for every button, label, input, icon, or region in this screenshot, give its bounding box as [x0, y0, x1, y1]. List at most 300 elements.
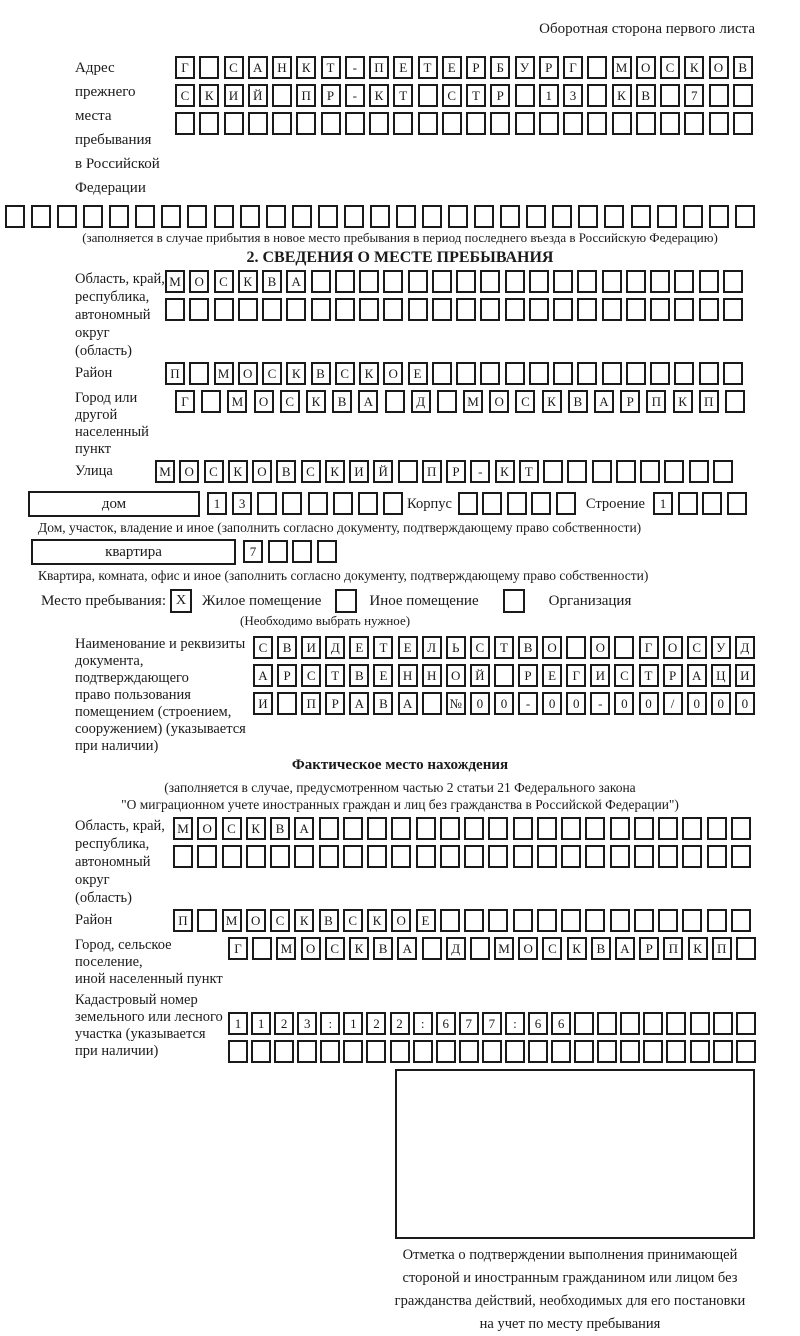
char-cell[interactable] [251, 1040, 271, 1063]
char-cell[interactable] [587, 112, 607, 135]
char-cell[interactable] [416, 845, 436, 868]
char-cell[interactable] [713, 1040, 733, 1063]
char-cell[interactable]: : [413, 1012, 433, 1035]
char-cell[interactable] [456, 362, 476, 385]
char-cell[interactable]: А [294, 817, 314, 840]
char-cell[interactable] [383, 298, 403, 321]
char-cell[interactable]: Т [373, 636, 393, 659]
char-cell[interactable]: Р [466, 56, 486, 79]
char-cell[interactable] [529, 298, 549, 321]
char-cell[interactable]: О [189, 270, 209, 293]
char-cell[interactable]: Й [248, 84, 268, 107]
char-cell[interactable]: С [224, 56, 244, 79]
char-cell[interactable]: О [446, 664, 466, 687]
char-cell[interactable] [657, 205, 677, 228]
char-cell[interactable]: В [518, 636, 538, 659]
char-cell[interactable] [597, 1040, 617, 1063]
char-cell[interactable]: 6 [528, 1012, 548, 1035]
char-cell[interactable] [505, 298, 525, 321]
char-cell[interactable] [238, 298, 258, 321]
char-cell[interactable]: 1 [343, 1012, 363, 1035]
char-cell[interactable] [480, 362, 500, 385]
char-cell[interactable] [197, 845, 217, 868]
char-cell[interactable] [537, 909, 557, 932]
char-cell[interactable]: Й [373, 460, 393, 483]
char-cell[interactable] [214, 298, 234, 321]
char-cell[interactable] [432, 362, 452, 385]
char-cell[interactable]: М [612, 56, 632, 79]
char-cell[interactable]: О [663, 636, 683, 659]
char-cell[interactable] [318, 205, 338, 228]
char-cell[interactable] [197, 909, 217, 932]
char-cell[interactable] [199, 56, 219, 79]
char-cell[interactable] [335, 298, 355, 321]
char-cell[interactable]: Г [228, 937, 248, 960]
char-cell[interactable] [317, 540, 337, 563]
char-cell[interactable]: 1 [539, 84, 559, 107]
char-cell[interactable] [366, 1040, 386, 1063]
char-cell[interactable]: К [369, 84, 389, 107]
char-cell[interactable]: Т [519, 460, 539, 483]
char-cell[interactable] [513, 845, 533, 868]
char-cell[interactable] [731, 845, 751, 868]
char-cell[interactable]: 6 [551, 1012, 571, 1035]
char-cell[interactable]: Р [663, 664, 683, 687]
char-cell[interactable]: К [228, 460, 248, 483]
char-cell[interactable] [529, 362, 549, 385]
char-cell[interactable]: Д [411, 390, 431, 413]
char-cell[interactable]: Т [418, 56, 438, 79]
char-cell[interactable]: Е [542, 664, 562, 687]
char-cell[interactable]: Р [321, 84, 341, 107]
char-cell[interactable] [634, 845, 654, 868]
char-cell[interactable] [252, 937, 272, 960]
char-cell[interactable]: С [660, 56, 680, 79]
char-cell[interactable] [333, 492, 353, 515]
char-cell[interactable]: 0 [711, 692, 731, 715]
char-cell[interactable]: Р [490, 84, 510, 107]
char-cell[interactable] [585, 845, 605, 868]
char-cell[interactable] [616, 460, 636, 483]
char-cell[interactable]: К [199, 84, 219, 107]
char-cell[interactable]: 1 [207, 492, 227, 515]
char-cell[interactable] [418, 84, 438, 107]
char-cell[interactable]: О [301, 937, 321, 960]
char-cell[interactable] [490, 112, 510, 135]
char-cell[interactable]: С [280, 390, 300, 413]
char-cell[interactable] [270, 845, 290, 868]
char-cell[interactable] [436, 1040, 456, 1063]
char-cell[interactable] [292, 540, 312, 563]
char-cell[interactable] [311, 270, 331, 293]
char-cell[interactable]: О [238, 362, 258, 385]
char-cell[interactable] [248, 112, 268, 135]
char-cell[interactable]: А [253, 664, 273, 687]
char-cell[interactable] [308, 492, 328, 515]
char-cell[interactable]: А [358, 390, 378, 413]
char-cell[interactable] [319, 845, 339, 868]
char-cell[interactable]: Д [735, 636, 755, 659]
char-cell[interactable] [345, 112, 365, 135]
char-cell[interactable] [277, 692, 297, 715]
char-cell[interactable] [604, 205, 624, 228]
char-cell[interactable] [587, 84, 607, 107]
char-cell[interactable] [723, 298, 743, 321]
char-cell[interactable]: С [335, 362, 355, 385]
char-cell[interactable] [482, 492, 502, 515]
char-cell[interactable]: С [214, 270, 234, 293]
char-cell[interactable]: Б [490, 56, 510, 79]
char-cell[interactable]: К [238, 270, 258, 293]
char-cell[interactable] [228, 1040, 248, 1063]
char-cell[interactable]: Д [446, 937, 466, 960]
char-cell[interactable] [432, 298, 452, 321]
char-cell[interactable] [505, 362, 525, 385]
char-cell[interactable]: Р [277, 664, 297, 687]
char-cell[interactable] [736, 1012, 756, 1035]
char-cell[interactable]: 1 [251, 1012, 271, 1035]
char-cell[interactable] [311, 298, 331, 321]
char-cell[interactable] [319, 817, 339, 840]
char-cell[interactable]: С [253, 636, 273, 659]
char-cell[interactable]: Е [408, 362, 428, 385]
char-cell[interactable] [482, 1040, 502, 1063]
char-cell[interactable]: И [590, 664, 610, 687]
char-cell[interactable]: А [286, 270, 306, 293]
char-cell[interactable] [574, 1012, 594, 1035]
char-cell[interactable] [592, 460, 612, 483]
char-cell[interactable]: - [590, 692, 610, 715]
char-cell[interactable] [643, 1012, 663, 1035]
char-cell[interactable] [370, 205, 390, 228]
char-cell[interactable]: В [276, 460, 296, 483]
char-cell[interactable] [222, 845, 242, 868]
char-cell[interactable] [513, 909, 533, 932]
char-cell[interactable] [658, 909, 678, 932]
char-cell[interactable] [456, 298, 476, 321]
char-cell[interactable] [464, 817, 484, 840]
char-cell[interactable] [335, 270, 355, 293]
char-cell[interactable] [175, 112, 195, 135]
char-cell[interactable]: Н [398, 664, 418, 687]
char-cell[interactable]: К [684, 56, 704, 79]
char-cell[interactable]: П [369, 56, 389, 79]
char-cell[interactable] [713, 1012, 733, 1035]
char-cell[interactable]: К [306, 390, 326, 413]
char-cell[interactable] [684, 112, 704, 135]
dom-type-box[interactable]: дом [28, 491, 200, 517]
char-cell[interactable] [135, 205, 155, 228]
char-cell[interactable] [634, 909, 654, 932]
char-cell[interactable] [494, 664, 514, 687]
char-cell[interactable] [567, 460, 587, 483]
char-cell[interactable] [733, 84, 753, 107]
char-cell[interactable]: 1 [228, 1012, 248, 1035]
char-cell[interactable]: С [270, 909, 290, 932]
char-cell[interactable] [682, 909, 702, 932]
char-cell[interactable] [664, 460, 684, 483]
char-cell[interactable] [464, 909, 484, 932]
char-cell[interactable]: 3 [297, 1012, 317, 1035]
char-cell[interactable] [650, 362, 670, 385]
char-cell[interactable]: - [345, 84, 365, 107]
char-cell[interactable]: О [197, 817, 217, 840]
char-cell[interactable] [422, 692, 442, 715]
char-cell[interactable] [488, 817, 508, 840]
kvartira-type-box[interactable]: квартира [31, 539, 236, 565]
char-cell[interactable]: В [373, 937, 393, 960]
char-cell[interactable] [636, 112, 656, 135]
char-cell[interactable] [257, 492, 277, 515]
char-cell[interactable]: Т [639, 664, 659, 687]
char-cell[interactable] [189, 362, 209, 385]
char-cell[interactable] [456, 270, 476, 293]
char-cell[interactable]: П [165, 362, 185, 385]
char-cell[interactable]: : [505, 1012, 525, 1035]
char-cell[interactable] [294, 845, 314, 868]
char-cell[interactable] [556, 492, 576, 515]
char-cell[interactable]: С [542, 937, 562, 960]
char-cell[interactable] [320, 1040, 340, 1063]
char-cell[interactable]: 2 [366, 1012, 386, 1035]
char-cell[interactable] [577, 270, 597, 293]
char-cell[interactable]: В [332, 390, 352, 413]
char-cell[interactable]: В [277, 636, 297, 659]
char-cell[interactable] [650, 298, 670, 321]
char-cell[interactable]: М [494, 937, 514, 960]
char-cell[interactable]: М [276, 937, 296, 960]
char-cell[interactable] [725, 390, 745, 413]
char-cell[interactable] [707, 909, 727, 932]
char-cell[interactable]: 0 [470, 692, 490, 715]
char-cell[interactable]: Р [639, 937, 659, 960]
char-cell[interactable] [466, 112, 486, 135]
char-cell[interactable]: Р [620, 390, 640, 413]
char-cell[interactable]: М [155, 460, 175, 483]
char-cell[interactable]: 7 [243, 540, 263, 563]
char-cell[interactable] [561, 909, 581, 932]
char-cell[interactable] [650, 270, 670, 293]
char-cell[interactable] [458, 492, 478, 515]
char-cell[interactable] [515, 112, 535, 135]
char-cell[interactable] [551, 1040, 571, 1063]
char-cell[interactable] [612, 112, 632, 135]
char-cell[interactable] [640, 460, 660, 483]
char-cell[interactable]: И [735, 664, 755, 687]
char-cell[interactable] [297, 1040, 317, 1063]
char-cell[interactable] [626, 298, 646, 321]
char-cell[interactable] [408, 270, 428, 293]
char-cell[interactable] [561, 845, 581, 868]
char-cell[interactable] [383, 492, 403, 515]
char-cell[interactable]: Г [563, 56, 583, 79]
char-cell[interactable]: С [204, 460, 224, 483]
char-cell[interactable]: П [646, 390, 666, 413]
char-cell[interactable]: - [518, 692, 538, 715]
char-cell[interactable] [626, 362, 646, 385]
char-cell[interactable] [531, 492, 551, 515]
char-cell[interactable]: О [252, 460, 272, 483]
char-cell[interactable] [440, 909, 460, 932]
char-cell[interactable]: К [688, 937, 708, 960]
char-cell[interactable] [109, 205, 129, 228]
char-cell[interactable]: С [262, 362, 282, 385]
char-cell[interactable] [537, 845, 557, 868]
char-cell[interactable] [689, 460, 709, 483]
char-cell[interactable] [614, 636, 634, 659]
char-cell[interactable]: Е [373, 664, 393, 687]
char-cell[interactable] [214, 205, 234, 228]
char-cell[interactable] [610, 845, 630, 868]
char-cell[interactable]: С [222, 817, 242, 840]
char-cell[interactable]: С [687, 636, 707, 659]
char-cell[interactable]: К [612, 84, 632, 107]
char-cell[interactable]: К [246, 817, 266, 840]
char-cell[interactable] [344, 205, 364, 228]
char-cell[interactable] [413, 1040, 433, 1063]
char-cell[interactable] [440, 845, 460, 868]
char-cell[interactable]: Е [416, 909, 436, 932]
char-cell[interactable] [620, 1012, 640, 1035]
char-cell[interactable]: 7 [684, 84, 704, 107]
char-cell[interactable]: - [345, 56, 365, 79]
char-cell[interactable]: № [446, 692, 466, 715]
char-cell[interactable] [500, 205, 520, 228]
char-cell[interactable]: О [254, 390, 274, 413]
char-cell[interactable]: К [359, 362, 379, 385]
char-cell[interactable] [470, 937, 490, 960]
char-cell[interactable]: А [397, 937, 417, 960]
char-cell[interactable]: С [301, 460, 321, 483]
checkbox-zhiloe[interactable]: X [170, 589, 192, 613]
char-cell[interactable] [585, 817, 605, 840]
char-cell[interactable] [57, 205, 77, 228]
char-cell[interactable] [733, 112, 753, 135]
char-cell[interactable] [464, 845, 484, 868]
char-cell[interactable]: К [296, 56, 316, 79]
char-cell[interactable] [577, 362, 597, 385]
char-cell[interactable] [674, 270, 694, 293]
char-cell[interactable]: А [398, 692, 418, 715]
char-cell[interactable] [736, 937, 756, 960]
char-cell[interactable]: П [296, 84, 316, 107]
char-cell[interactable] [448, 205, 468, 228]
char-cell[interactable] [201, 390, 221, 413]
char-cell[interactable] [296, 112, 316, 135]
char-cell[interactable] [480, 298, 500, 321]
char-cell[interactable] [723, 270, 743, 293]
char-cell[interactable] [390, 1040, 410, 1063]
char-cell[interactable] [620, 1040, 640, 1063]
char-cell[interactable] [731, 817, 751, 840]
char-cell[interactable] [480, 270, 500, 293]
char-cell[interactable]: Ц [711, 664, 731, 687]
char-cell[interactable]: К [349, 937, 369, 960]
char-cell[interactable]: С [325, 937, 345, 960]
char-cell[interactable]: К [542, 390, 562, 413]
char-cell[interactable]: Т [321, 56, 341, 79]
char-cell[interactable] [292, 205, 312, 228]
char-cell[interactable] [507, 492, 527, 515]
char-cell[interactable]: К [367, 909, 387, 932]
char-cell[interactable]: В [311, 362, 331, 385]
char-cell[interactable]: П [422, 460, 442, 483]
char-cell[interactable]: А [594, 390, 614, 413]
char-cell[interactable] [660, 84, 680, 107]
char-cell[interactable]: С [470, 636, 490, 659]
char-cell[interactable]: / [663, 692, 683, 715]
char-cell[interactable] [528, 1040, 548, 1063]
char-cell[interactable] [268, 540, 288, 563]
char-cell[interactable]: - [470, 460, 490, 483]
char-cell[interactable] [416, 817, 436, 840]
char-cell[interactable]: В [591, 937, 611, 960]
char-cell[interactable]: 2 [274, 1012, 294, 1035]
char-cell[interactable] [437, 390, 457, 413]
char-cell[interactable]: Р [539, 56, 559, 79]
char-cell[interactable]: В [568, 390, 588, 413]
char-cell[interactable]: Т [325, 664, 345, 687]
char-cell[interactable]: Г [175, 390, 195, 413]
char-cell[interactable]: С [442, 84, 462, 107]
char-cell[interactable] [585, 909, 605, 932]
char-cell[interactable] [266, 205, 286, 228]
char-cell[interactable] [553, 270, 573, 293]
char-cell[interactable] [634, 817, 654, 840]
char-cell[interactable] [398, 460, 418, 483]
char-cell[interactable]: Р [518, 664, 538, 687]
char-cell[interactable]: С [515, 390, 535, 413]
char-cell[interactable]: О [489, 390, 509, 413]
char-cell[interactable] [631, 205, 651, 228]
char-cell[interactable] [674, 362, 694, 385]
char-cell[interactable] [286, 298, 306, 321]
char-cell[interactable]: У [515, 56, 535, 79]
char-cell[interactable] [707, 817, 727, 840]
char-cell[interactable] [199, 112, 219, 135]
char-cell[interactable] [432, 270, 452, 293]
char-cell[interactable] [31, 205, 51, 228]
char-cell[interactable] [602, 270, 622, 293]
char-cell[interactable]: 3 [232, 492, 252, 515]
char-cell[interactable]: Н [272, 56, 292, 79]
char-cell[interactable]: Е [398, 636, 418, 659]
char-cell[interactable] [396, 205, 416, 228]
char-cell[interactable] [505, 270, 525, 293]
char-cell[interactable]: Г [566, 664, 586, 687]
char-cell[interactable] [699, 362, 719, 385]
char-cell[interactable]: П [301, 692, 321, 715]
char-cell[interactable] [702, 492, 722, 515]
char-cell[interactable]: Д [325, 636, 345, 659]
char-cell[interactable]: Р [325, 692, 345, 715]
char-cell[interactable] [161, 205, 181, 228]
char-cell[interactable]: А [248, 56, 268, 79]
char-cell[interactable] [602, 298, 622, 321]
char-cell[interactable]: В [262, 270, 282, 293]
char-cell[interactable] [418, 112, 438, 135]
char-cell[interactable] [690, 1012, 710, 1035]
char-cell[interactable] [735, 205, 755, 228]
char-cell[interactable] [488, 909, 508, 932]
char-cell[interactable]: К [567, 937, 587, 960]
char-cell[interactable]: 0 [566, 692, 586, 715]
char-cell[interactable]: В [636, 84, 656, 107]
char-cell[interactable]: О [179, 460, 199, 483]
char-cell[interactable]: О [709, 56, 729, 79]
char-cell[interactable] [274, 1040, 294, 1063]
char-cell[interactable] [727, 492, 747, 515]
